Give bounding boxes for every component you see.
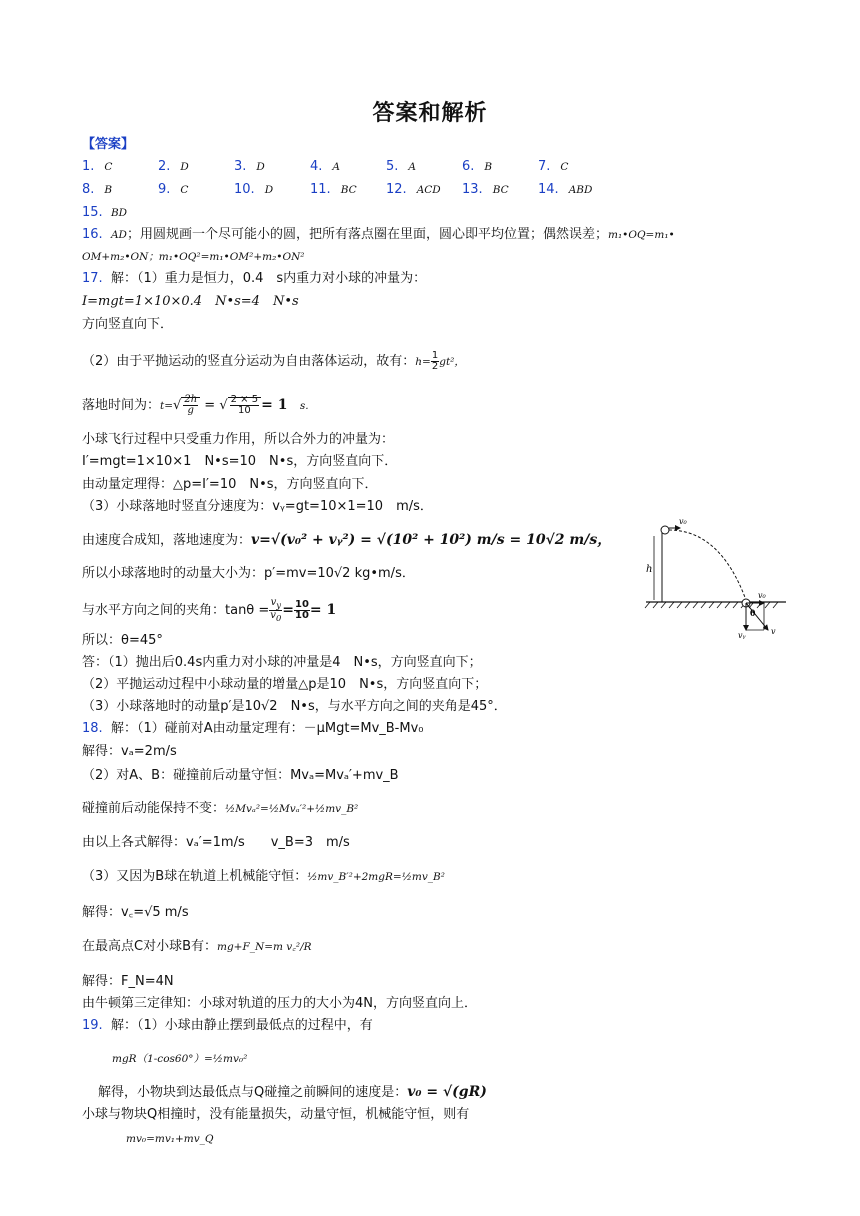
q17-line-10: 由速度合成知，落地速度为：v=√(v₀² + vᵧ²) = √(10² + 10²) m/s = 10√2 m/s， [82, 532, 612, 548]
page-title: 答案和解析 [372, 101, 488, 126]
q19-line-4: 小球与物块Q相撞时，没有能量损失，动量守恒，机械能守恒，则有 [82, 1107, 470, 1122]
q18-line-2: 解得：vₐ=2m/s [82, 744, 177, 759]
answer-item: 8. B [82, 182, 113, 197]
q19-line-3: 解得，小物块到达最低点与Q碰撞之前瞬间的速度是：v₀ = √(gR) [98, 1084, 487, 1100]
answer-item: 14. ABD [538, 182, 593, 197]
answer-item: 6. B [462, 159, 493, 174]
fig-label-theta: θ [750, 608, 756, 618]
answer-16: 16. AD；用圆规画一个尽可能小的圆，把所有落点圈在里面，圆心即平均位置；偶然误差；m₁•OQ=m₁• [82, 227, 675, 242]
answer-16-cont: OM+m₂•ON；m₁•OQ²=m₁•OM²+m₂•ON² [82, 251, 305, 263]
answer-15: 15. BD [82, 205, 128, 220]
q17-line-4: （2）由于平抛运动的竖直分运动为自由落体运动，故有：h= $\frac{1}{2}$ gt²， [82, 350, 465, 372]
answer-item: 2. D [158, 159, 189, 174]
q18-line-1: 18. 解：（1）碰前对A由动量定理有：－μMgt=Mv_B-Mv₀ [82, 721, 424, 736]
q18-line-4: 碰撞前后动能保持不变：½Mvₐ²=½Mvₐ′²+½mv_B² [82, 801, 359, 816]
fig-label-v0-right: v₀ [758, 591, 766, 600]
q18-line-10: 由牛顿第三定律知：小球对轨道的压力的大小为4N，方向竖直向上． [82, 996, 477, 1011]
q18-line-8: 在最高点C对小球B有：mg+F_N=m v꜀²/R [82, 939, 312, 954]
q17-line-2: I=mgt=1×10×0.4 N•s=4 N•s [82, 294, 299, 309]
answer-item: 7. C [538, 159, 569, 174]
q18-line-9: 解得：F_N=4N [82, 974, 174, 989]
fig-label-vy: vᵧ [738, 631, 746, 640]
answers-row-1 [82, 158, 614, 176]
q17-line-15: （2）平抛运动过程中小球动量的增量△p是10 N•s，方向竖直向下； [82, 677, 488, 692]
q17-line-11: 所以小球落地时的动量大小为：p′=mv=10√2 kg•m/s． [82, 566, 415, 581]
q17-line-16: （3）小球落地时的动量p′是10√2 N•s，与水平方向之间的夹角是45°． [82, 699, 507, 714]
q18-line-6: （3）又因为B球在轨道上机械能守恒：½mv_B′²+2mgR=½mv_B² [82, 869, 445, 884]
answer-item: 1. C [82, 159, 113, 174]
q17-line-5: 落地时间为：t=√ $\frac{2h}{g}$ = √ $\frac{2 \times 5}{10}$ = 1 s. [82, 394, 309, 416]
q17-line-12: 与水平方向之间的夹角：tanθ = $\frac{v_y}{v_0}$ = $\frac{10}{10}$ = 1 [82, 597, 337, 623]
q17-line-13: 所以：θ=45° [82, 633, 163, 648]
answer-item: 10. D [234, 182, 274, 197]
q17-line-6: 小球飞行过程中只受重力作用，所以合外力的冲量为： [82, 432, 395, 447]
answer-item: 4. A [310, 159, 340, 174]
answer-item: 13. BC [462, 182, 509, 197]
fig-label-v0-top: v₀ [679, 517, 687, 526]
answer-item: 12. ACD [386, 182, 441, 197]
answer-item: 5. A [386, 159, 416, 174]
q19-line-5: mv₀=mv₁+mv_Q [126, 1133, 214, 1145]
fig-label-v: v [771, 627, 776, 636]
projectile-diagram [640, 512, 790, 644]
answer-item: 3. D [234, 159, 265, 174]
q17-line-7: I′=mgt=1×10×1 N•s=10 N•s，方向竖直向下． [82, 454, 398, 469]
answers-row-2 [82, 181, 614, 199]
q17-line-8: 由动量定理得：△p=I′=10 N•s，方向竖直向下． [82, 477, 378, 492]
fig-label-h: h [646, 564, 653, 575]
answer-item: 9. C [158, 182, 189, 197]
q18-line-5: 由以上各式解得：vₐ′=1m/s v_B=3 m/s [82, 835, 350, 850]
answers-heading: 【答案】 [82, 137, 135, 152]
answer-item: 11. BC [310, 182, 357, 197]
q18-line-3: （2）对A、B：碰撞前后动量守恒：Mvₐ=Mvₐ′+mv_B [82, 768, 399, 783]
q17-line-9: （3）小球落地时竖直分速度为：vᵧ=gt=10×1=10 m/s． [82, 499, 433, 514]
q19-line-2: mgR（1-cos60°）=½mv₀² [112, 1053, 248, 1065]
q18-line-7: 解得：v꜀=√5 m/s [82, 905, 189, 920]
q17-line-3: 方向竖直向下． [82, 317, 174, 332]
q19-line-1: 19. 解：（1）小球由静止摆到最低点的过程中，有 [82, 1018, 373, 1033]
q17-line-14: 答：（1）抛出后0.4s内重力对小球的冲量是4 N•s，方向竖直向下； [82, 655, 482, 670]
q17-line-1: 17. 解：（1）重力是恒力，0.4 s内重力对小球的冲量为： [82, 271, 427, 286]
